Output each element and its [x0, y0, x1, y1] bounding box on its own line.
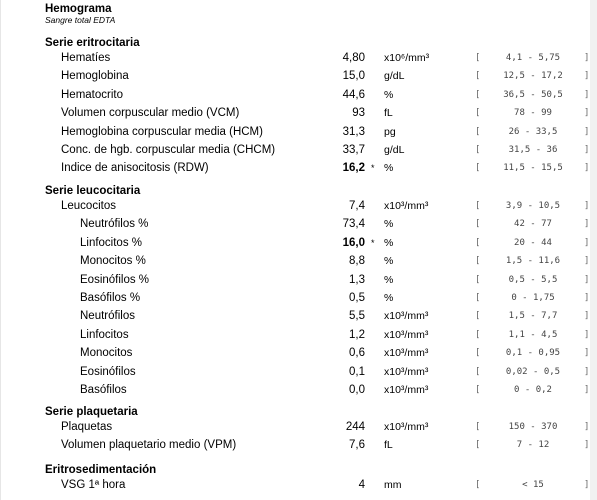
reference-range: 11,5 - 15,5 — [503, 163, 563, 174]
abnormal-flag: * — [371, 163, 375, 174]
range-bracket-open: [ — [475, 366, 481, 377]
result-row — [0, 381, 597, 399]
range-bracket-close: ] — [584, 237, 590, 248]
range-bracket-close: ] — [584, 480, 590, 490]
range-bracket-close: ] — [584, 145, 590, 155]
range-bracket-open: [ — [475, 348, 481, 359]
reference-range: 12,5 - 17,2 — [503, 71, 563, 82]
result-row — [0, 289, 597, 307]
result-value: 15,0 — [342, 70, 365, 83]
result-value: 93 — [352, 107, 365, 120]
range-bracket-close: ] — [584, 108, 590, 119]
reference-range: 78 - 99 — [514, 108, 552, 119]
range-bracket-close: ] — [584, 163, 590, 174]
reference-range: 0,1 - 0,95 — [505, 348, 561, 359]
range-bracket-close: ] — [584, 71, 590, 82]
result-value: 33,7 — [342, 144, 365, 156]
result-unit: % — [384, 236, 394, 249]
reference-range: 1,5 - 11,6 — [505, 256, 561, 267]
reference-range: 0,02 - 0,5 — [505, 366, 561, 377]
range-bracket-open: [ — [475, 201, 481, 211]
section-title-eritrocitaria: Serie eritrocitaria — [45, 37, 140, 49]
result-unit: x10³/mm³ — [384, 328, 429, 341]
result-value: 31,3 — [342, 125, 365, 138]
range-bracket-open: [ — [475, 145, 481, 155]
result-row — [0, 436, 597, 454]
range-bracket-close: ] — [584, 89, 590, 100]
result-unit: g/dL — [384, 144, 405, 156]
result-label: Neutrófilos — [80, 310, 135, 323]
result-row — [0, 49, 597, 67]
result-row — [0, 418, 597, 436]
result-row — [0, 476, 597, 494]
result-value: 7,6 — [349, 439, 365, 452]
result-row — [0, 67, 597, 85]
reference-range: 150 - 370 — [508, 422, 558, 432]
range-bracket-close: ] — [584, 293, 590, 303]
result-label: Eosinófilos % — [80, 273, 150, 286]
range-bracket-open: [ — [475, 89, 481, 100]
result-value: 0,1 — [349, 365, 365, 378]
result-row — [0, 86, 597, 104]
result-unit: % — [384, 162, 394, 175]
result-unit: x10³/mm³ — [384, 365, 429, 378]
result-value: 16,2 — [342, 162, 365, 175]
result-value: 244 — [345, 421, 365, 433]
range-bracket-open: [ — [475, 71, 481, 82]
range-bracket-open: [ — [475, 274, 481, 285]
reference-range: 0 - 0,2 — [514, 385, 552, 395]
range-bracket-open: [ — [475, 219, 481, 230]
result-label: Monocitos % — [80, 255, 146, 268]
range-bracket-close: ] — [584, 348, 590, 359]
result-row — [0, 344, 597, 362]
reference-range: < 15 — [522, 480, 544, 490]
result-value: 1,3 — [349, 273, 365, 286]
range-bracket-open: [ — [475, 293, 481, 303]
range-bracket-close: ] — [584, 219, 590, 230]
result-value: 1,2 — [349, 328, 365, 341]
range-bracket-open: [ — [475, 385, 481, 395]
reference-range: 42 - 77 — [514, 219, 552, 230]
result-label: Volumen corpuscular medio (VCM) — [61, 107, 240, 120]
reference-range: 1,1 - 4,5 — [508, 329, 558, 340]
result-label: Neutrófilos % — [80, 218, 149, 231]
range-bracket-open: [ — [475, 126, 481, 137]
result-value: 4 — [358, 479, 365, 491]
result-label: Linfocitos — [80, 328, 129, 341]
result-unit: % — [384, 88, 394, 101]
section-title-eritrosedimentacion: Eritrosedimentación — [45, 464, 157, 476]
result-label: Hematíes — [61, 52, 111, 64]
range-bracket-open: [ — [475, 163, 481, 174]
result-unit: x10⁶/mm³ — [384, 52, 430, 64]
reference-range: 4,1 - 5,75 — [505, 53, 561, 63]
range-bracket-close: ] — [584, 385, 590, 395]
report-title: Hemograma — [45, 3, 112, 15]
result-unit: x10³/mm³ — [384, 310, 429, 323]
result-row — [0, 326, 597, 344]
result-unit: g/dL — [384, 70, 405, 83]
reference-range: 31,5 - 36 — [508, 145, 558, 155]
result-value: 5,5 — [349, 310, 365, 323]
reference-range: 3,9 - 10,5 — [505, 201, 561, 211]
reference-range: 26 - 33,5 — [508, 126, 558, 137]
reference-range: 1,5 - 7,7 — [508, 311, 558, 322]
result-row — [0, 104, 597, 122]
reference-range: 0,5 - 5,5 — [508, 274, 558, 285]
result-unit: x10³/mm³ — [384, 384, 429, 396]
range-bracket-open: [ — [475, 53, 481, 63]
result-label: Leucocitos — [61, 200, 116, 212]
result-label: VSG 1ª hora — [61, 479, 126, 491]
result-label: Basófilos % — [80, 292, 141, 304]
result-row — [0, 159, 597, 177]
result-row — [0, 363, 597, 381]
result-unit: pg — [384, 125, 396, 138]
result-unit: mm — [384, 479, 402, 491]
result-unit: x10³/mm³ — [384, 200, 429, 212]
result-label: Hemoglobina — [61, 70, 129, 83]
result-value: 73,4 — [342, 218, 365, 231]
result-label: Hemoglobina corpuscular media (HCM) — [61, 125, 263, 138]
result-row — [0, 141, 597, 159]
result-label: Indice de anisocitosis (RDW) — [61, 162, 209, 175]
range-bracket-close: ] — [584, 311, 590, 322]
result-label: Volumen plaquetario medio (VPM) — [61, 439, 237, 452]
result-value: 44,6 — [342, 88, 365, 101]
range-bracket-close: ] — [584, 126, 590, 137]
result-row — [0, 197, 597, 215]
range-bracket-open: [ — [475, 440, 481, 451]
range-bracket-open: [ — [475, 422, 481, 432]
range-bracket-open: [ — [475, 237, 481, 248]
range-bracket-close: ] — [584, 201, 590, 211]
section-title-plaquetaria: Serie plaquetaria — [45, 406, 138, 418]
result-label: Monocitos — [80, 347, 133, 360]
range-bracket-open: [ — [475, 480, 481, 490]
range-bracket-close: ] — [584, 422, 590, 432]
reference-range: 0 - 1,75 — [511, 293, 555, 303]
result-unit: x10³/mm³ — [384, 421, 429, 433]
range-bracket-open: [ — [475, 329, 481, 340]
result-label: Conc. de hgb. corpuscular media (CHCM) — [61, 144, 276, 156]
range-bracket-close: ] — [584, 329, 590, 340]
result-unit: fL — [384, 107, 393, 120]
range-bracket-open: [ — [475, 108, 481, 119]
result-unit: x10³/mm³ — [384, 347, 429, 360]
range-bracket-close: ] — [584, 274, 590, 285]
result-label: Plaquetas — [61, 421, 113, 433]
result-unit: fL — [384, 439, 393, 452]
range-bracket-open: [ — [475, 256, 481, 267]
reference-range: 20 - 44 — [514, 237, 552, 248]
result-unit: % — [384, 218, 394, 231]
result-row — [0, 123, 597, 141]
result-unit: % — [384, 255, 394, 268]
reference-range: 36,5 - 50,5 — [503, 89, 563, 100]
result-value: 0,5 — [349, 292, 365, 304]
result-label: Hematocrito — [61, 88, 123, 101]
result-label: Eosinófilos — [80, 365, 136, 378]
result-value: 8,8 — [349, 255, 365, 268]
result-row — [0, 234, 597, 252]
result-unit: % — [384, 292, 394, 304]
result-row — [0, 215, 597, 233]
result-row — [0, 271, 597, 289]
range-bracket-close: ] — [584, 256, 590, 267]
range-bracket-close: ] — [584, 366, 590, 377]
result-row — [0, 252, 597, 270]
section-title-leucocitaria: Serie leucocitaria — [45, 185, 141, 197]
range-bracket-close: ] — [584, 53, 590, 63]
result-label: Linfocitos % — [80, 236, 143, 249]
result-label: Basófilos — [80, 384, 127, 396]
result-value: 16,0 — [342, 236, 365, 249]
range-bracket-open: [ — [475, 311, 481, 322]
result-value: 7,4 — [349, 200, 365, 212]
abnormal-flag: * — [371, 237, 375, 248]
result-value: 0,6 — [349, 347, 365, 360]
result-row — [0, 307, 597, 325]
result-value: 4,80 — [342, 52, 365, 64]
result-value: 0,0 — [349, 384, 365, 396]
result-unit: % — [384, 273, 394, 286]
reference-range: 7 - 12 — [516, 440, 550, 451]
report-subtitle: Sangre total EDTA — [45, 15, 116, 25]
range-bracket-close: ] — [584, 440, 590, 451]
